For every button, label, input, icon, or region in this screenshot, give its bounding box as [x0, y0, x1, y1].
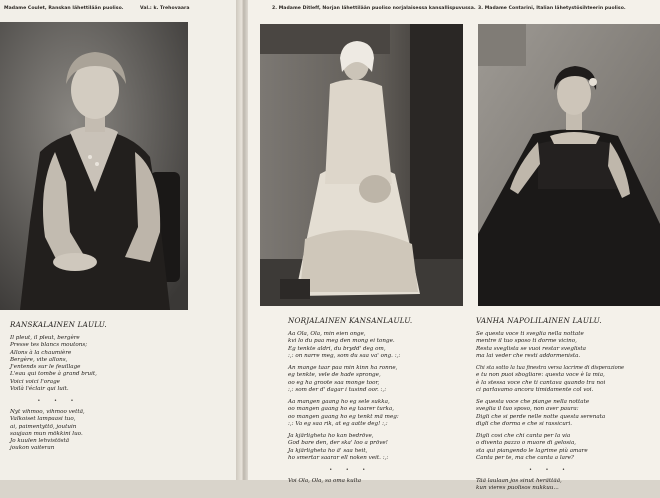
stanza: [476, 365, 624, 394]
verse-line: Bergère, vite allons,: [10, 356, 68, 363]
verse-line: Ja kjärligheta ho ä' saa heit,: [288, 447, 368, 454]
verse-line: Voici voici l'orage: [10, 378, 60, 385]
verse-line: Eg tenkte aldri, du brydd' deg om,: [288, 345, 386, 352]
verse-line: Se questa voce che piange nella nottate: [476, 399, 590, 405]
song-italian: [476, 316, 624, 498]
stanza: [476, 331, 624, 360]
caption-middle: 2. Madame Ditleff, Norjan lähettilään puoliso norjalaisessa kansallispuvussa.: [272, 6, 476, 11]
verse-line: oo mangen gaang ho eg tenkt mä meg:: [288, 413, 399, 420]
stanza: [288, 331, 412, 360]
left-page: [0, 0, 238, 480]
stanza: [476, 399, 624, 428]
verse-line: Allons à la chaumière: [10, 349, 72, 356]
photo-madame-ditleff: [260, 24, 463, 306]
verse-line: ai, paimentyttö, joutuin: [10, 423, 77, 430]
verse-line: oo mangen gaang ho eg taarer turka,: [288, 406, 395, 413]
verse-line: Voi Ola, Ola, sa oma kulta: [288, 478, 362, 484]
verse-line: ci parlavamo ancora timidamente col voi.: [476, 386, 594, 393]
verse-line: Se questa voce ti sveglia nella nottate: [476, 331, 584, 337]
verse-line: ho smertar saarar ell noken veit. :,:: [288, 454, 389, 461]
photo-madame-coulet: [0, 22, 188, 310]
verse-line: Aa mangen gaang ho eg sele sukka,: [288, 399, 390, 405]
stanza: [476, 433, 624, 462]
stanza-divider: • • •: [528, 467, 572, 473]
stanza: [288, 365, 412, 394]
caption-left-credit: Val.: k. Trehovaara: [140, 6, 190, 11]
verse-line: :,: som der d' dagar i tusind oor. :,:: [288, 386, 387, 393]
song-title-french: RANSKALAINEN LAULU.: [10, 320, 107, 329]
verse-line: Nyt vihmoo, vihmoo vettä,: [10, 409, 85, 415]
stanza: [10, 335, 107, 393]
song-french: [10, 320, 107, 458]
verse-line: kun vieres puolisos nukkuu...: [476, 485, 559, 492]
verse-line: Il pleut, il pleut, bergère: [10, 335, 80, 341]
verse-line: Ja kjärligheta ho kan bedröve,: [288, 433, 374, 439]
verse-line: Presse tes blancs moutons;: [10, 342, 88, 349]
verse-line: Chi sta sotto la tua finestra versa lacrime di disperazione: [476, 365, 624, 371]
photo-madame-contarini: [478, 24, 660, 306]
verse-line: eg tenkte, vele de hade spronge,: [288, 372, 381, 379]
verse-line: J'entends sur le feuillage: [10, 364, 81, 370]
verse-line: è la stessa voce che ti cantava quando tra noi: [476, 379, 606, 386]
song-title-norwegian: NORJALAINEN KANSANLAULU.: [288, 316, 413, 325]
verse-line: e tu non puoi sbogliare: questa voce è la mia,: [476, 372, 605, 379]
verse-line: o diventa pazzo o muore di gelosia,: [476, 440, 577, 447]
verse-line: mentre il tuo sposo ti dorme vicino,: [476, 338, 577, 345]
verse-line: Tää laulaan jos sinut herättää,: [476, 478, 562, 484]
portrait-seated-woman-icon: [0, 22, 188, 310]
verse-line: Aa Ola, Ola, min eien onge,: [288, 331, 366, 337]
verse-line: L'eau qui tombe à grand bruit,: [10, 371, 97, 378]
verse-line: Valkoiset lampaasi tuo,: [10, 416, 76, 423]
verse-line: digli che dorma e che si rassicuri.: [476, 420, 573, 427]
verse-line: Jo kuulen lehvistöstä: [10, 438, 70, 444]
verse-line: oo eg ha groote saa monge toor,: [288, 379, 380, 386]
verse-line: saujaan mun mökkini luo.: [10, 430, 83, 437]
stanza: [10, 409, 107, 453]
verse-line: sveglia il tuo sposo, non aver paura:: [476, 406, 579, 413]
stanza: [476, 478, 624, 493]
portrait-woman-national-costume-icon: [260, 24, 463, 306]
verse-line: God bare den, der ska' loo a pröve!: [288, 440, 388, 447]
verse-line: Voilà l'éclair qui luit.: [10, 385, 69, 392]
verse-line: Canta per te, ma che canta a lare?: [476, 454, 574, 461]
stanza: [288, 478, 412, 485]
stanza: [288, 399, 412, 428]
verse-line: sta qui piangendo le lagrime più amare: [476, 447, 588, 454]
portrait-woman-evening-gown-icon: [478, 24, 660, 306]
stanza: [288, 433, 412, 462]
verse-line: :,: on narre meg, som du saa va' ong. :,:: [288, 352, 401, 359]
verse-line: joukon vaiteran: [10, 445, 55, 452]
right-page: [248, 0, 660, 492]
verse-line: Resta sveglista se vuoi restar sveglista: [476, 345, 586, 352]
verse-line: ma lai veder che resti addormenista.: [476, 352, 581, 359]
verse-line: Digli che si perde nelle notte questa serenata: [476, 413, 606, 420]
verse-line: Digli cosi che chi canta per la via: [476, 433, 571, 439]
stanza-divider: • • •: [37, 398, 80, 404]
verse-line: An mange taar paa min kinn ha ronne,: [288, 365, 398, 371]
stanza-divider: • • •: [329, 467, 372, 473]
verse-line: :,: Va eg saa rik, at eg aatte deg! :,:: [288, 420, 388, 427]
caption-right: 3. Madame Contarini, Italian lähetystösihteerin puoliso.: [478, 6, 626, 11]
song-norwegian: [288, 316, 412, 490]
song-title-italian: VANHA NAPOLILAINEN LAULU.: [476, 316, 602, 325]
caption-left-person: Madame Coulet, Ranskan lähettilään puoliso.: [4, 6, 124, 11]
verse-line: kvi lo du paa meg den mong ei tonge.: [288, 338, 395, 345]
